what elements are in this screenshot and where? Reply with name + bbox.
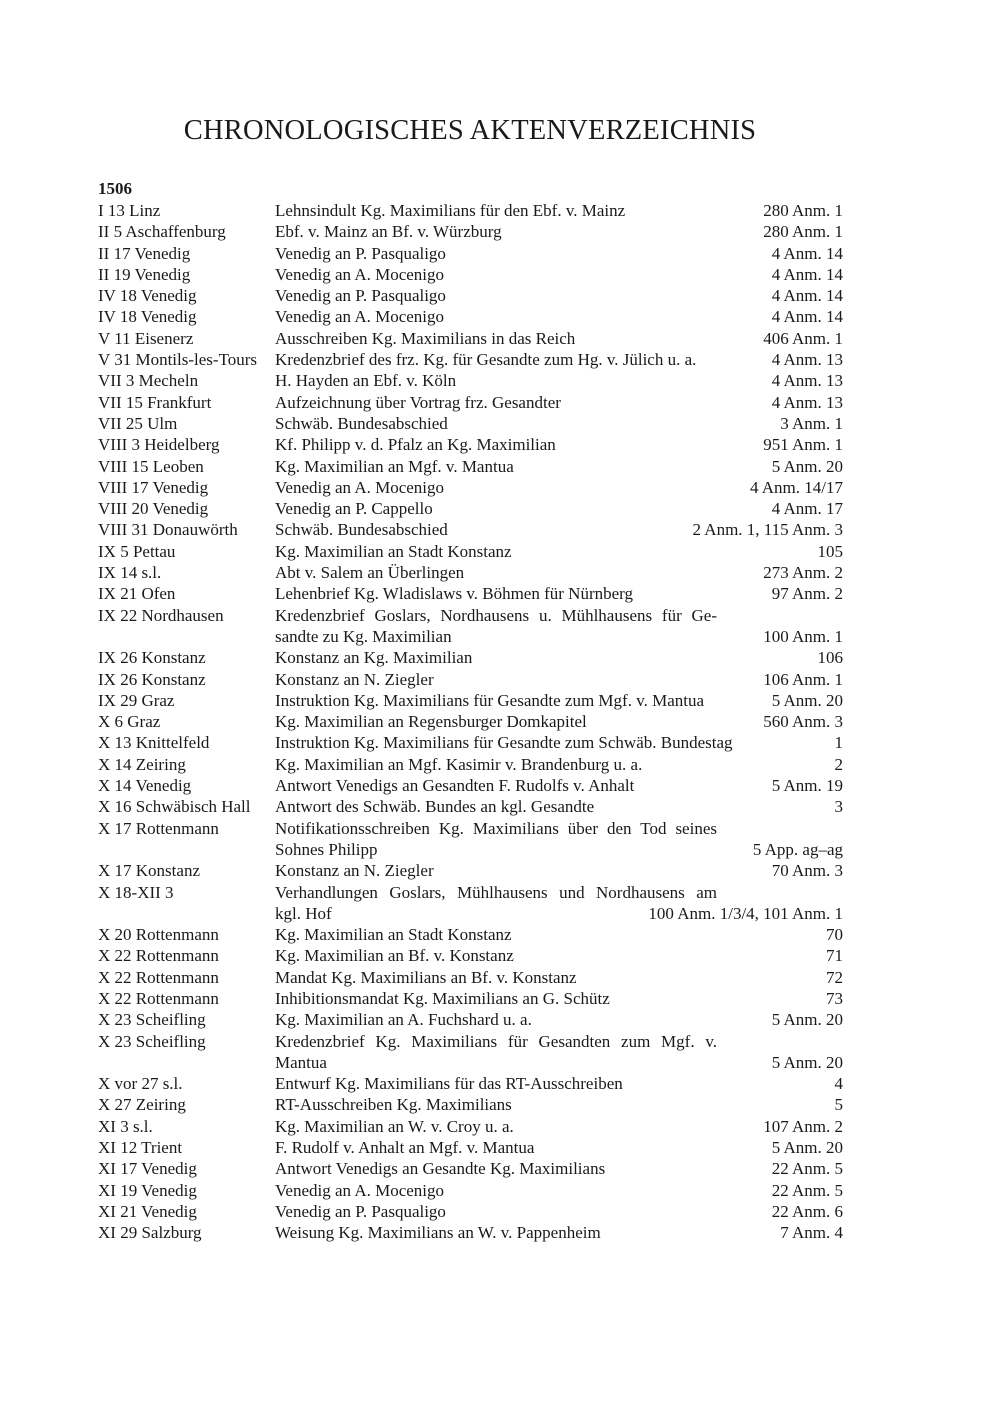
- entry-row: [98, 456, 843, 477]
- entry-description: Instruktion Kg. Maximilians für Gesandte zum Schwäb. Bundestag: [275, 733, 733, 753]
- entry-reference: 106 Anm. 1: [763, 669, 843, 689]
- entry-description: Kredenzbrief Kg. Maximilians für Gesandten zum Mgf. v.: [275, 1031, 717, 1051]
- entry-description: Abt v. Salem an Überlingen: [275, 563, 465, 583]
- entry-description: sandte zu Kg. Maximilian: [275, 626, 452, 646]
- entry-line: [98, 1073, 843, 1094]
- entry-reference: 3: [834, 797, 843, 817]
- entry-line: [98, 477, 843, 498]
- entry-row: [98, 1031, 843, 1074]
- entry-description: Schwäb. Bundesabschied: [275, 413, 448, 433]
- entry-date: X 17 Konstanz: [98, 861, 200, 881]
- entry-line: [98, 221, 843, 242]
- entry-line: [98, 945, 843, 966]
- entry-reference: 4 Anm. 13: [771, 392, 843, 412]
- entry-description: Ausschreiben Kg. Maximilians in das Reich: [275, 328, 576, 348]
- entry-line: [98, 796, 843, 817]
- entry-line: [98, 1201, 843, 1222]
- entry-reference: 5 App. ag–ag: [752, 839, 843, 859]
- entry-date: V 11 Eisenerz: [98, 328, 194, 348]
- entry-date: X 16 Schwäbisch Hall: [98, 797, 251, 817]
- entry-row: [98, 988, 843, 1009]
- entry-description: Schwäb. Bundesabschied: [275, 520, 448, 540]
- entry-reference: 4 Anm. 14/17: [749, 477, 843, 497]
- entry-row: [98, 690, 843, 711]
- entry-line: [98, 349, 843, 370]
- entry-row: [98, 200, 843, 221]
- page-title: CHRONOLOGISCHES AKTENVERZEICHNIS: [183, 115, 757, 146]
- entry-line: [98, 1158, 843, 1179]
- entry-row: [98, 796, 843, 817]
- entry-date: II 17 Venedig: [98, 243, 191, 263]
- entry-line: [98, 541, 843, 562]
- entry-line: [98, 1031, 843, 1052]
- entry-description: Antwort Venedigs an Gesandten F. Rudolfs v. Anhalt: [275, 776, 635, 796]
- entry-line: [98, 1052, 843, 1073]
- entry-reference: 105: [817, 541, 843, 561]
- entry-description: H. Hayden an Ebf. v. Köln: [275, 371, 457, 391]
- entry-line: [98, 200, 843, 221]
- entry-description: Antwort Venedigs an Gesandte Kg. Maximilians: [275, 1159, 606, 1179]
- entry-reference: 22 Anm. 5: [771, 1159, 843, 1179]
- entry-description: Konstanz an Kg. Maximilian: [275, 648, 473, 668]
- entry-description: Mandat Kg. Maximilians an Bf. v. Konstanz: [275, 967, 577, 987]
- entry-row: [98, 1158, 843, 1179]
- entry-line: [98, 285, 843, 306]
- entry-row: [98, 285, 843, 306]
- entry-description: Ebf. v. Mainz an Bf. v. Würzburg: [275, 222, 502, 242]
- entry-description: Konstanz an N. Ziegler: [275, 861, 434, 881]
- entry-reference: 4 Anm. 14: [771, 243, 843, 263]
- entry-line: [98, 903, 843, 924]
- entry-line: [98, 818, 843, 839]
- entry-date: IX 21 Ofen: [98, 584, 176, 604]
- entry-line: [98, 306, 843, 327]
- entry-line: [98, 775, 843, 796]
- entry-description: Kg. Maximilian an Stadt Konstanz: [275, 541, 512, 561]
- entry-date: X 23 Scheifling: [98, 1031, 206, 1051]
- entry-row: [98, 1201, 843, 1222]
- entry-date: X 14 Zeiring: [98, 754, 186, 774]
- entry-reference: 70 Anm. 3: [771, 861, 843, 881]
- entry-reference: 2: [834, 754, 843, 774]
- entry-reference: 22 Anm. 6: [771, 1201, 843, 1221]
- entry-reference: 100 Anm. 1: [763, 626, 843, 646]
- entry-date: IX 29 Graz: [98, 690, 175, 710]
- entry-row: [98, 754, 843, 775]
- entry-row: [98, 392, 843, 413]
- entry-line: [98, 370, 843, 391]
- entry-description: Inhibitionsmandat Kg. Maximilians an G. Schütz: [275, 988, 610, 1008]
- entry-row: [98, 1009, 843, 1030]
- entry-date: VII 3 Mecheln: [98, 371, 199, 391]
- entry-line: [98, 434, 843, 455]
- entry-line: [98, 1222, 843, 1243]
- entry-date: VII 25 Ulm: [98, 413, 178, 433]
- entry-reference: 97 Anm. 2: [771, 584, 843, 604]
- entry-row: [98, 434, 843, 455]
- entry-row: [98, 477, 843, 498]
- entry-line: [98, 605, 843, 626]
- entry-line: [98, 988, 843, 1009]
- entry-date: II 19 Venedig: [98, 264, 191, 284]
- entry-line: [98, 498, 843, 519]
- entry-description: Entwurf Kg. Maximilians für das RT-Ausschreiben: [275, 1074, 623, 1094]
- entry-line: [98, 392, 843, 413]
- entry-row: [98, 945, 843, 966]
- entry-line: [98, 243, 843, 264]
- entry-line: [98, 626, 843, 647]
- entry-date: VIII 17 Venedig: [98, 477, 209, 497]
- entry-date: VIII 15 Leoben: [98, 456, 204, 476]
- entry-reference: 5 Anm. 20: [771, 1052, 843, 1072]
- entry-date: X 18-XII 3: [98, 882, 174, 902]
- entry-date: XI 3 s.l.: [98, 1116, 153, 1136]
- entry-line: [98, 924, 843, 945]
- entry-row: [98, 647, 843, 668]
- entry-description: Kredenzbrief Goslars, Nordhausens u. Mühlhausens für Ge-: [275, 605, 717, 625]
- entry-description: Mantua: [275, 1052, 327, 1072]
- entry-date: VIII 31 Donauwörth: [98, 520, 238, 540]
- entry-line: [98, 1094, 843, 1115]
- entry-row: [98, 328, 843, 349]
- entry-date: X vor 27 s.l.: [98, 1074, 183, 1094]
- entry-reference: 4 Anm. 13: [771, 350, 843, 370]
- entry-row: [98, 1094, 843, 1115]
- entry-date: IX 5 Pettau: [98, 541, 176, 561]
- entry-line: [98, 328, 843, 349]
- entry-date: VIII 3 Heidelberg: [98, 435, 220, 455]
- entry-row: [98, 669, 843, 690]
- entry-description: Venedig an P. Pasqualigo: [275, 286, 446, 306]
- entry-description: Venedig an P. Pasqualigo: [275, 1201, 446, 1221]
- entry-description: Antwort des Schwäb. Bundes an kgl. Gesandte: [275, 797, 595, 817]
- entry-description: Kg. Maximilian an Bf. v. Konstanz: [275, 946, 514, 966]
- entry-reference: 5 Anm. 20: [771, 456, 843, 476]
- entry-date: X 6 Graz: [98, 712, 161, 732]
- entry-line: [98, 690, 843, 711]
- entry-reference: 273 Anm. 2: [763, 563, 843, 583]
- entry-row: [98, 413, 843, 434]
- entry-date: X 22 Rottenmann: [98, 946, 219, 966]
- entry-row: [98, 1073, 843, 1094]
- entry-description: kgl. Hof: [275, 903, 332, 923]
- entry-description: Lehnsindult Kg. Maximilians für den Ebf. v. Mainz: [275, 201, 626, 220]
- entry-line: [98, 732, 843, 753]
- entry-row: [98, 370, 843, 391]
- entry-row: [98, 1137, 843, 1158]
- entry-description: Verhandlungen Goslars, Mühlhausens und Nordhausens am: [275, 882, 717, 902]
- entry-row: [98, 605, 843, 648]
- entry-description: Weisung Kg. Maximilians an W. v. Pappenheim: [275, 1223, 601, 1243]
- entry-line: [98, 711, 843, 732]
- entry-row: [98, 711, 843, 732]
- entry-row: [98, 1180, 843, 1201]
- entry-reference: 100 Anm. 1/3/4, 101 Anm. 1: [648, 903, 843, 923]
- entry-date: XI 17 Venedig: [98, 1159, 197, 1179]
- entry-reference: 71: [826, 946, 843, 966]
- entry-row: [98, 221, 843, 242]
- entry-description: Kg. Maximilian an A. Fuchshard u. a.: [275, 1010, 532, 1030]
- entry-reference: 3 Anm. 1: [780, 413, 843, 433]
- entry-reference: 5 Anm. 20: [771, 1138, 843, 1158]
- entry-reference: 70: [826, 925, 843, 945]
- entry-date: X 27 Zeiring: [98, 1095, 186, 1115]
- entry-row: [98, 1222, 843, 1243]
- entry-reference: 560 Anm. 3: [763, 712, 843, 732]
- entry-line: [98, 754, 843, 775]
- entry-row: [98, 924, 843, 945]
- entry-description: Kg. Maximilian an Mgf. v. Mantua: [275, 456, 514, 476]
- entry-description: Kredenzbrief des frz. Kg. für Gesandte zum Hg. v. Jülich u. a.: [275, 350, 697, 370]
- entry-date: XI 19 Venedig: [98, 1180, 197, 1200]
- entry-line: [98, 647, 843, 668]
- entry-reference: 1: [834, 733, 843, 753]
- entry-line: [98, 1116, 843, 1137]
- entry-date: II 5 Aschaffenburg: [98, 222, 226, 242]
- entry-description: Venedig an A. Mocenigo: [275, 307, 445, 327]
- entry-date: XI 21 Venedig: [98, 1201, 197, 1221]
- entry-line: [98, 583, 843, 604]
- entry-reference: 5 Anm. 19: [771, 776, 843, 796]
- entry-line: [98, 413, 843, 434]
- entry-date: X 22 Rottenmann: [98, 988, 219, 1008]
- entry-line: [98, 967, 843, 988]
- entry-description: Venedig an A. Mocenigo: [275, 1180, 445, 1200]
- entry-reference: 5 Anm. 20: [771, 690, 843, 710]
- entry-reference: 4 Anm. 14: [771, 264, 843, 284]
- entry-line: [98, 456, 843, 477]
- entry-line: [98, 860, 843, 881]
- entry-line: [98, 1180, 843, 1201]
- entry-reference: 106: [817, 648, 843, 668]
- entry-line: [98, 264, 843, 285]
- entry-row: [98, 967, 843, 988]
- entry-description: Venedig an P. Cappello: [275, 499, 433, 519]
- entry-description: F. Rudolf v. Anhalt an Mgf. v. Mantua: [275, 1138, 535, 1158]
- entry-line: [98, 669, 843, 690]
- entry-date: X 13 Knittelfeld: [98, 733, 210, 753]
- entry-row: [98, 882, 843, 925]
- entry-date: IV 18 Venedig: [98, 286, 197, 306]
- entry-row: [98, 541, 843, 562]
- entry-row: [98, 732, 843, 753]
- entry-date: IV 18 Venedig: [98, 307, 197, 327]
- entry-date: VII 15 Frankfurt: [98, 392, 212, 412]
- entry-line: [98, 1137, 843, 1158]
- entry-description: Kg. Maximilian an Mgf. Kasimir v. Brandenburg u. a.: [275, 754, 643, 774]
- entry-row: [98, 519, 843, 540]
- entry-row: [98, 243, 843, 264]
- entry-row: [98, 349, 843, 370]
- entry-reference: 406 Anm. 1: [763, 328, 843, 348]
- entry-row: [98, 306, 843, 327]
- entry-date: XI 12 Trient: [98, 1138, 183, 1158]
- entry-description: Sohnes Philipp: [275, 839, 378, 859]
- entry-row: [98, 498, 843, 519]
- entry-reference: 4 Anm. 13: [771, 371, 843, 391]
- entry-description: Aufzeichnung über Vortrag frz. Gesandter: [275, 392, 561, 412]
- entry-line: [98, 839, 843, 860]
- entry-date: IX 14 s.l.: [98, 563, 162, 583]
- entry-line: [98, 882, 843, 903]
- entry-description: Konstanz an N. Ziegler: [275, 669, 434, 689]
- entry-description: Kg. Maximilian an W. v. Croy u. a.: [275, 1116, 514, 1136]
- entry-line: [98, 562, 843, 583]
- entry-row: [98, 562, 843, 583]
- entry-row: [98, 775, 843, 796]
- entry-description: RT-Ausschreiben Kg. Maximilians: [275, 1095, 512, 1115]
- entry-description: Lehenbrief Kg. Wladislaws v. Böhmen für Nürnberg: [275, 584, 634, 604]
- entry-reference: 280 Anm. 1: [763, 201, 843, 220]
- entry-reference: 22 Anm. 5: [771, 1180, 843, 1200]
- entry-description: Venedig an A. Mocenigo: [275, 264, 445, 284]
- entry-description: Kg. Maximilian an Stadt Konstanz: [275, 925, 512, 945]
- entry-date: IX 26 Konstanz: [98, 648, 206, 668]
- entry-reference: 4 Anm. 17: [771, 499, 843, 519]
- entry-date: XI 29 Salzburg: [98, 1223, 202, 1243]
- entry-row: [98, 583, 843, 604]
- entry-date: X 23 Scheifling: [98, 1010, 206, 1030]
- entry-description: Venedig an P. Pasqualigo: [275, 243, 446, 263]
- entry-row: [98, 1116, 843, 1137]
- entry-row: [98, 818, 843, 861]
- entry-reference: 72: [826, 967, 843, 987]
- entry-list: [98, 200, 843, 1244]
- entry-row: [98, 264, 843, 285]
- entry-reference: 5: [834, 1095, 843, 1115]
- entry-description: Instruktion Kg. Maximilians für Gesandte zum Mgf. v. Mantua: [275, 690, 705, 710]
- entry-date: VIII 20 Venedig: [98, 499, 209, 519]
- entry-date: V 31 Montils-les-Tours: [98, 350, 258, 370]
- year-heading: 1506: [98, 179, 132, 198]
- entry-line: [98, 1009, 843, 1030]
- entry-date: X 20 Rottenmann: [98, 925, 219, 945]
- entry-description: Notifikationsschreiben Kg. Maximilians über den Tod seines: [275, 818, 717, 838]
- entry-row: [98, 860, 843, 881]
- entry-date: X 22 Rottenmann: [98, 967, 219, 987]
- entry-reference: 4 Anm. 14: [771, 307, 843, 327]
- entry-description: Venedig an A. Mocenigo: [275, 477, 445, 497]
- entry-date: X 17 Rottenmann: [98, 818, 219, 838]
- entry-reference: 951 Anm. 1: [763, 435, 843, 455]
- entry-description: Kf. Philipp v. d. Pfalz an Kg. Maximilian: [275, 435, 556, 455]
- entry-date: IX 22 Nordhausen: [98, 605, 224, 625]
- entry-reference: 4: [834, 1074, 843, 1094]
- entry-reference: 73: [826, 988, 843, 1008]
- entry-date: X 14 Venedig: [98, 776, 192, 796]
- entry-reference: 4 Anm. 14: [771, 286, 843, 306]
- entry-description: Kg. Maximilian an Regensburger Domkapitel: [275, 712, 587, 732]
- entry-reference: 107 Anm. 2: [763, 1116, 843, 1136]
- entry-date: I 13 Linz: [98, 201, 161, 220]
- entry-line: [98, 519, 843, 540]
- entry-reference: 7 Anm. 4: [780, 1223, 843, 1243]
- entry-reference: 2 Anm. 1, 115 Anm. 3: [692, 520, 843, 540]
- entry-reference: 280 Anm. 1: [763, 222, 843, 242]
- entry-reference: 5 Anm. 20: [771, 1010, 843, 1030]
- entry-date: IX 26 Konstanz: [98, 669, 206, 689]
